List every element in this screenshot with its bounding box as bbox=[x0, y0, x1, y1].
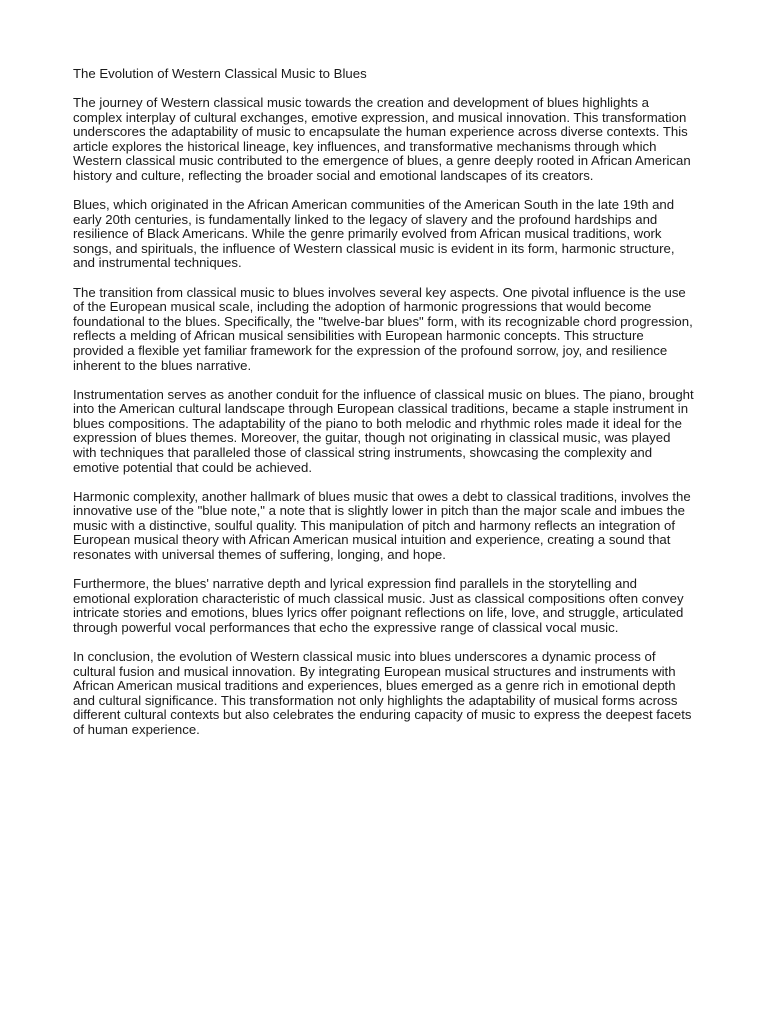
paragraph-conclusion: In conclusion, the evolution of Western classical music into blues underscores a dynamic process of cultural fusion and musical innovation. By integrating European musical structures and instruments with African American musical traditions and experiences, blues emerged as a genre rich in emotional depth and cultural significance. This transformation not only highlights the adaptability of musical forms across different cultural contexts but also celebrates the enduring capacity of music to express the deepest facets of human experience. bbox=[73, 649, 692, 737]
paragraph-origins: Blues, which originated in the African American communities of the American South in the late 19th and early 20th centuries, is fundamentally linked to the legacy of slavery and the profound hardships and resilience of Black Americans. While the genre primarily evolved from African musical traditions, work songs, and spirituals, the influence of Western classical music is evident in its form, harmonic structure, and instrumental techniques. bbox=[73, 197, 675, 271]
paragraph-transition: The transition from classical music to blues involves several key aspects. One pivotal influence is the use of the European musical scale, including the adoption of harmonic progressions that would become foundational to the blues. Specifically, the "twelve-bar blues" form, with its recognizable chord progression, reflects a melding of African musical sensibilities with European harmonic concepts. This structure provided a flexible yet familiar framework for the expression of the profound sorrow, joy, and resilience inherent to the blues narrative. bbox=[73, 284, 693, 373]
paragraph-intro: The journey of Western classical music towards the creation and development of blues highlights a complex interplay of cultural exchanges, emotive expression, and musical innovation. This transformation underscores the adaptability of music to encapsulate the human experience across diverse contexts. This article explores the historical lineage, key influences, and transformative mechanisms through which Western classical music contributed to the emergence of blues, a genre deeply rooted in African American history and culture, reflecting the broader social and emotional landscapes of its creators. bbox=[73, 95, 691, 183]
document-title: The Evolution of Western Classical Music to Blues bbox=[73, 66, 367, 81]
document-page bbox=[73, 66, 697, 752]
paragraph-narrative-depth: Furthermore, the blues' narrative depth and lyrical expression find parallels in the storytelling and emotional exploration characteristic of much classical music. Just as classical compositions often convey intricate stories and emotions, blues lyrics offer poignant reflections on life, love, and struggle, articulated through powerful vocal performances that echo the expressive range of classical vocal music. bbox=[73, 576, 684, 635]
paragraph-harmonic-complexity: Harmonic complexity, another hallmark of blues music that owes a debt to classical traditions, involves the innovative use of the "blue note," a note that is slightly lower in pitch than the major scale and imbues the music with a distinctive, soulful quality. This manipulation of pitch and harmony reflects an integration of European musical theory with African American musical intuition and experience, creating a sound that resonates with universal themes of suffering, longing, and hope. bbox=[73, 488, 691, 563]
paragraph-instrumentation: Instrumentation serves as another conduit for the influence of classical music on blues. The piano, brought into the American cultural landscape through European classical traditions, became a staple instrument in blues compositions. The adaptability of the piano to both melodic and rhythmic roles made it ideal for the expression of blues themes. Moreover, the guitar, though not originating in classical music, was played with techniques that paralleled those of classical string instruments, showcasing the complexity and emotive potential that could be achieved. bbox=[73, 386, 694, 475]
